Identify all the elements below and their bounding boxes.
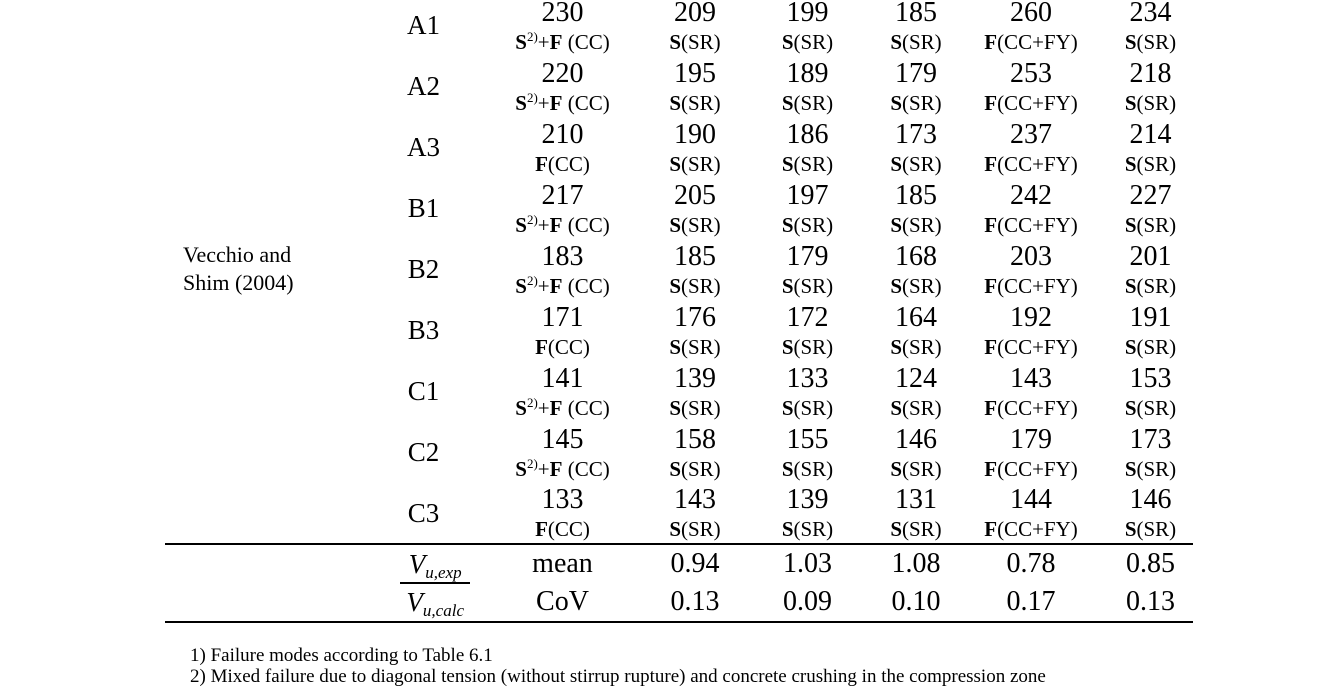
footnote-1: 1) Failure modes according to Table 6.1 xyxy=(190,645,493,666)
failure-mode-label: S(SR) xyxy=(669,456,721,481)
strength-value: 185 xyxy=(895,0,937,28)
failure-mode-label: F(CC+FY) xyxy=(984,151,1078,176)
failure-mode-label: S(SR) xyxy=(890,395,942,420)
failure-mode-label: S(SR) xyxy=(669,212,721,237)
value-cell xyxy=(755,56,860,117)
strength-value: 133 xyxy=(786,362,829,394)
value-cell xyxy=(860,483,972,544)
strength-value: 164 xyxy=(895,301,937,333)
failure-mode-label: S(SR) xyxy=(781,29,834,54)
failure-mode-label: S(SR) xyxy=(1124,334,1177,359)
failure-mode-label: S(SR) xyxy=(1124,151,1177,176)
value-cell xyxy=(490,483,635,544)
strength-value: 234 xyxy=(1129,0,1172,28)
value-cell xyxy=(1090,483,1193,544)
strength-value: 253 xyxy=(1010,57,1052,89)
strength-value: 144 xyxy=(1010,484,1052,515)
strength-value: 143 xyxy=(674,484,716,515)
strength-value: 218 xyxy=(1129,57,1172,89)
footnote-2: 2) Mixed failure due to diagonal tension (without stirrup rupture) and concrete crushing in the compression zone xyxy=(190,666,1046,687)
strength-value: 179 xyxy=(786,240,829,272)
value-cell xyxy=(860,117,972,178)
specimen-label: B3 xyxy=(407,315,440,345)
vu-exp-over-vu-calc xyxy=(400,549,470,620)
value-cell xyxy=(1090,300,1193,361)
strength-value: 186 xyxy=(786,118,829,150)
failure-mode-label: $S^{2)}+F$ (CC) xyxy=(515,211,610,237)
failure-mode-label: S(SR) xyxy=(781,517,834,541)
value-cell xyxy=(635,117,755,178)
strength-value: 217 xyxy=(541,179,584,211)
failure-mode-label: S(SR) xyxy=(669,151,721,176)
strength-value: 191 xyxy=(1129,301,1172,333)
strength-value: 192 xyxy=(1010,301,1052,333)
strength-value: 230 xyxy=(541,0,584,28)
stat-value: 0.13 xyxy=(1090,583,1193,622)
failure-mode-label: F(CC+FY) xyxy=(984,273,1078,298)
failure-mode-label: S(SR) xyxy=(1124,29,1177,54)
failure-mode-label: S(SR) xyxy=(890,517,942,541)
strength-value: 210 xyxy=(541,118,584,150)
stat-value: 0.13 xyxy=(635,583,755,622)
ratio-label-cell xyxy=(165,544,490,622)
value-cell xyxy=(860,239,972,300)
stat-row xyxy=(165,544,1193,583)
failure-mode-label: $S^{2)}+F$ (CC) xyxy=(515,394,610,420)
value-cell xyxy=(755,0,860,56)
specimen-label: C1 xyxy=(407,376,440,406)
value-cell xyxy=(755,178,860,239)
strength-value: 139 xyxy=(674,362,716,394)
value-cell xyxy=(860,300,972,361)
value-cell xyxy=(972,56,1090,117)
failure-mode-label: S(SR) xyxy=(669,90,721,115)
strength-value: 183 xyxy=(541,240,584,272)
strength-value: 158 xyxy=(674,423,716,455)
strength-value: 189 xyxy=(786,57,829,89)
failure-mode-label: S(SR) xyxy=(669,517,721,541)
failure-mode-label: $S^{2)}+F$ (CC) xyxy=(515,455,610,481)
failure-mode-label: S(SR) xyxy=(1124,273,1177,298)
value-cell xyxy=(1090,361,1193,422)
value-cell xyxy=(490,300,635,361)
stat-value: 0.85 xyxy=(1090,544,1193,583)
strength-value: 179 xyxy=(1010,423,1052,455)
strength-value: 179 xyxy=(895,57,937,89)
value-cell xyxy=(635,483,755,544)
denominator-subscript: u,calc xyxy=(422,601,464,620)
value-cell xyxy=(490,239,635,300)
specimen-row xyxy=(165,0,1193,56)
ratio-fraction xyxy=(165,549,490,620)
value-cell xyxy=(755,483,860,544)
numerator-subscript: u,exp xyxy=(425,563,462,582)
value-cell xyxy=(1090,178,1193,239)
source-line-2: Shim (2004) xyxy=(183,270,294,295)
strength-value: 190 xyxy=(674,118,716,150)
numerator-base: V xyxy=(408,549,426,579)
value-cell xyxy=(972,483,1090,544)
strength-value: 185 xyxy=(895,179,937,211)
value-cell xyxy=(1090,0,1193,56)
failure-mode-label: S(SR) xyxy=(890,90,942,115)
value-cell xyxy=(490,178,635,239)
value-cell xyxy=(1090,117,1193,178)
value-cell xyxy=(635,361,755,422)
failure-mode-label: S(SR) xyxy=(1124,212,1177,237)
failure-mode-label: $S^{2)}+F$ (CC) xyxy=(515,28,610,54)
failure-mode-label: S(SR) xyxy=(781,212,834,237)
stat-value: 0.09 xyxy=(755,583,860,622)
value-cell xyxy=(635,239,755,300)
strength-value: 197 xyxy=(786,179,829,211)
value-cell xyxy=(972,178,1090,239)
failure-mode-label: F(CC) xyxy=(535,151,590,176)
value-cell xyxy=(635,300,755,361)
failure-mode-label: F(CC) xyxy=(535,334,590,359)
failure-mode-label: F(CC+FY) xyxy=(984,456,1078,481)
strength-value: 227 xyxy=(1129,179,1172,211)
failure-mode-label: S(SR) xyxy=(669,334,721,359)
stat-value: 1.08 xyxy=(860,544,972,583)
footnotes xyxy=(190,645,1046,687)
strength-value: 205 xyxy=(674,179,716,211)
specimen-label: B2 xyxy=(407,254,440,284)
strength-value: 146 xyxy=(1129,484,1172,515)
value-cell xyxy=(860,422,972,483)
strength-value: 139 xyxy=(786,484,829,515)
strength-value: 203 xyxy=(1010,240,1052,272)
strength-value: 133 xyxy=(541,484,584,515)
value-cell xyxy=(755,300,860,361)
specimen-label: C2 xyxy=(407,437,440,467)
failure-mode-label: S(SR) xyxy=(669,29,721,54)
failure-mode-label: S(SR) xyxy=(781,90,834,115)
stat-value: 0.94 xyxy=(635,544,755,583)
strength-value: 143 xyxy=(1010,362,1052,394)
strength-value: 199 xyxy=(786,0,829,28)
failure-mode-label: S(SR) xyxy=(669,273,721,298)
failure-mode-label: S(SR) xyxy=(781,456,834,481)
value-cell xyxy=(972,300,1090,361)
value-cell xyxy=(1090,56,1193,117)
value-cell xyxy=(635,178,755,239)
strength-value: 173 xyxy=(1129,423,1172,455)
results-table xyxy=(165,0,1193,623)
strength-value: 141 xyxy=(541,362,584,394)
fraction-numerator xyxy=(400,549,470,584)
fraction-denominator xyxy=(400,584,470,620)
failure-mode-label: F(CC) xyxy=(535,517,590,541)
failure-mode-label: S(SR) xyxy=(890,273,942,298)
failure-mode-label: F(CC+FY) xyxy=(984,212,1078,237)
failure-mode-label: S(SR) xyxy=(781,334,834,359)
value-cell xyxy=(635,56,755,117)
failure-mode-label: S(SR) xyxy=(890,29,942,54)
stat-value: 0.17 xyxy=(972,583,1090,622)
strength-value: 131 xyxy=(895,484,937,515)
specimen-label: C3 xyxy=(407,497,440,528)
value-cell xyxy=(635,0,755,56)
value-cell xyxy=(490,0,635,56)
value-cell xyxy=(490,56,635,117)
strength-value: 195 xyxy=(674,57,716,89)
failure-mode-label: S(SR) xyxy=(1124,517,1177,541)
failure-mode-label: S(SR) xyxy=(890,212,942,237)
value-cell xyxy=(490,422,635,483)
strength-value: 145 xyxy=(541,423,584,455)
failure-mode-label: S(SR) xyxy=(1124,456,1177,481)
failure-mode-label: S(SR) xyxy=(890,151,942,176)
strength-value: 172 xyxy=(786,301,829,333)
failure-mode-label: F(CC+FY) xyxy=(984,334,1078,359)
strength-value: 209 xyxy=(674,0,716,28)
value-cell xyxy=(972,361,1090,422)
strength-value: 220 xyxy=(541,57,584,89)
failure-mode-label: S(SR) xyxy=(781,395,834,420)
stat-name: CoV xyxy=(490,583,635,622)
failure-mode-label: $S^{2)}+F$ (CC) xyxy=(515,89,610,115)
source-line-1: Vecchio and xyxy=(183,242,292,267)
failure-mode-label: F(CC+FY) xyxy=(984,517,1078,541)
failure-mode-label: S(SR) xyxy=(1124,90,1177,115)
strength-value: 124 xyxy=(895,362,937,394)
value-cell xyxy=(490,117,635,178)
strength-value: 173 xyxy=(895,118,937,150)
strength-value: 242 xyxy=(1010,179,1052,211)
results-table-body xyxy=(165,0,1193,622)
strength-value: 176 xyxy=(674,301,716,333)
failure-mode-label: S(SR) xyxy=(669,395,721,420)
stat-value: 0.78 xyxy=(972,544,1090,583)
specimen-label: A2 xyxy=(407,71,440,101)
value-cell xyxy=(860,56,972,117)
value-cell xyxy=(755,422,860,483)
value-cell xyxy=(755,117,860,178)
strength-value: 168 xyxy=(895,240,937,272)
strength-value: 155 xyxy=(786,423,829,455)
value-cell xyxy=(755,239,860,300)
failure-mode-label: F(CC+FY) xyxy=(984,90,1078,115)
strength-value: 185 xyxy=(674,240,716,272)
specimen-label: A1 xyxy=(407,10,440,40)
value-cell xyxy=(1090,239,1193,300)
strength-value: 237 xyxy=(1010,118,1052,150)
failure-mode-label: S(SR) xyxy=(781,151,834,176)
value-cell xyxy=(490,361,635,422)
failure-mode-label: S(SR) xyxy=(890,334,942,359)
failure-mode-label: $S^{2)}+F$ (CC) xyxy=(515,272,610,298)
strength-value: 171 xyxy=(541,301,584,333)
value-cell xyxy=(860,361,972,422)
failure-mode-label: F(CC+FY) xyxy=(984,29,1078,54)
strength-value: 260 xyxy=(1010,0,1052,28)
stat-name: mean xyxy=(490,544,635,583)
value-cell xyxy=(860,0,972,56)
strength-value: 146 xyxy=(895,423,937,455)
value-cell xyxy=(755,361,860,422)
failure-mode-label: S(SR) xyxy=(1124,395,1177,420)
value-cell xyxy=(972,117,1090,178)
strength-value: 201 xyxy=(1129,240,1172,272)
denominator-base: V xyxy=(406,587,423,617)
value-cell xyxy=(860,178,972,239)
value-cell xyxy=(972,239,1090,300)
value-cell xyxy=(972,422,1090,483)
stat-value: 0.10 xyxy=(860,583,972,622)
specimen-label: B1 xyxy=(407,193,440,223)
failure-mode-label: S(SR) xyxy=(781,273,834,298)
failure-mode-label: S(SR) xyxy=(890,456,942,481)
stat-value: 1.03 xyxy=(755,544,860,583)
source-label xyxy=(165,0,357,544)
value-cell xyxy=(972,0,1090,56)
value-cell xyxy=(1090,422,1193,483)
value-cell xyxy=(635,422,755,483)
specimen-label: A3 xyxy=(407,132,440,162)
strength-value: 153 xyxy=(1129,362,1172,394)
strength-value: 214 xyxy=(1129,118,1172,150)
failure-mode-label: F(CC+FY) xyxy=(984,395,1078,420)
